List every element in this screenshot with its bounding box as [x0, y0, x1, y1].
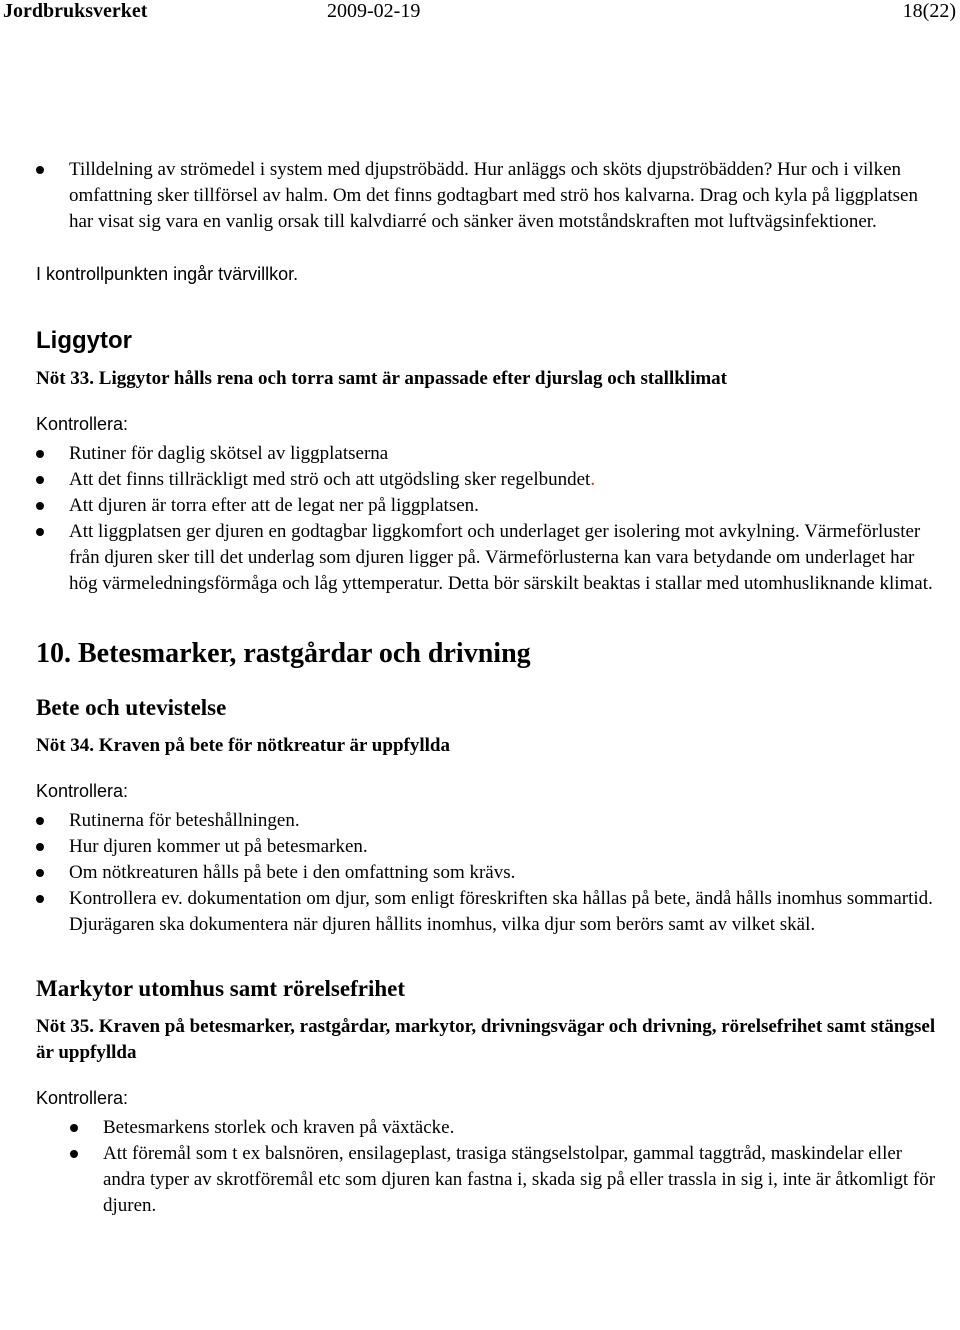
page-header [0, 0, 960, 24]
red-period: . [590, 469, 596, 490]
section-heading-10: 10. Betesmarker, rastgårdar och drivning [36, 638, 531, 669]
requirement-not-33: Nöt 33. Liggytor hålls rena och torra samt är anpassade efter djurslag och stallklimat [36, 368, 728, 389]
list-item-text: Att föremål som t ex balsnören, ensilageplast, trasiga stängselstolpar, gammal taggtråd, maskindelar eller andra typer av skrotföremål etc som djuren kan fastna i, skada sig på eller trassla in sig i, inte är åtkomligt för djuren. [103, 1143, 936, 1216]
cross-compliance-note: I kontrollpunkten ingår tvärvillkor. [36, 264, 299, 284]
liggytor-check-list [36, 441, 936, 597]
subsection-heading-markytor: Markytor utomhus samt rörelsefrihet [36, 976, 405, 1001]
list-item-text: Betesmarkens storlek och kraven på växtäcke. [103, 1117, 455, 1138]
check-label: Kontrollera: [36, 414, 129, 434]
list-item [36, 1115, 936, 1141]
check-label: Kontrollera: [36, 1088, 129, 1108]
bete-check-list [36, 808, 936, 938]
document-body [36, 157, 936, 1219]
requirement-not-35: Nöt 35. Kraven på betesmarker, rastgårdar, markytor, drivningsvägar och drivning, rörelsefrihet samt stängsel är uppfyllda [36, 1016, 936, 1063]
header-date: 2009-02-19 [327, 0, 421, 22]
markytor-check-list [36, 1115, 936, 1219]
list-item-text: Att det finns tillräckligt med strö och att utgödsling sker regelbundet [69, 469, 591, 490]
intro-list [36, 157, 936, 235]
list-item-text: Rutinerna för beteshållningen. [69, 810, 300, 831]
list-item [36, 467, 936, 493]
list-item [36, 441, 936, 467]
list-item-text: Kontrollera ev. dokumentation om djur, som enligt föreskriften ska hållas på bete, ändå hålls inomhus sommartid. Djurägaren ska dokumentera när djuren hållits inomhus, vilka djur som berörs samt av vilket skäl. [69, 888, 933, 935]
header-org: Jordbruksverket [3, 0, 148, 22]
list-item [36, 519, 936, 597]
list-item-text: Att djuren är torra efter att de legat ner på liggplatsen. [69, 495, 479, 516]
header-page-number: 18(22) [902, 0, 956, 22]
list-item [36, 860, 936, 886]
subsection-heading-bete: Bete och utevistelse [36, 695, 227, 720]
list-item-text: Om nötkreaturen hålls på bete i den omfattning som krävs. [69, 862, 516, 883]
list-item [36, 1141, 936, 1219]
list-item-text: Hur djuren kommer ut på betesmarken. [69, 836, 368, 857]
list-item-text: Att liggplatsen ger djuren en godtagbar liggkomfort och underlaget ger isolering mot avkylning. Värmeförluster från djuren sker till det underlag som djuren ligger på. Värmeförlusterna kan vara betydande om underlaget har hög värmeledningsförmåga och låg yttemperatur. Detta bör särskilt beaktas i stallar med utomhusliknande klimat. [69, 521, 933, 594]
check-label: Kontrollera: [36, 781, 129, 801]
section-heading-liggytor: Liggytor [36, 327, 132, 354]
list-item [36, 157, 936, 235]
intro-bullet-text: Tilldelning av strömedel i system med djupströbädd. Hur anläggs och sköts djupströbädden? Hur och i vilken omfattning sker tillförsel av halm. Om det finns godtagbart med strö hos kalvarna. Drag och kyla på liggplatsen har visat sig vara en vanlig orsak till kalvdiarré och sänker även motståndskraften mot luftvägsinfektioner. [69, 159, 918, 232]
list-item [36, 808, 936, 834]
list-item [36, 886, 936, 938]
list-item [36, 834, 936, 860]
requirement-not-34: Nöt 34. Kraven på bete för nötkreatur är uppfyllda [36, 735, 450, 756]
list-item [36, 493, 936, 519]
list-item-text: Rutiner för daglig skötsel av liggplatserna [69, 443, 389, 464]
